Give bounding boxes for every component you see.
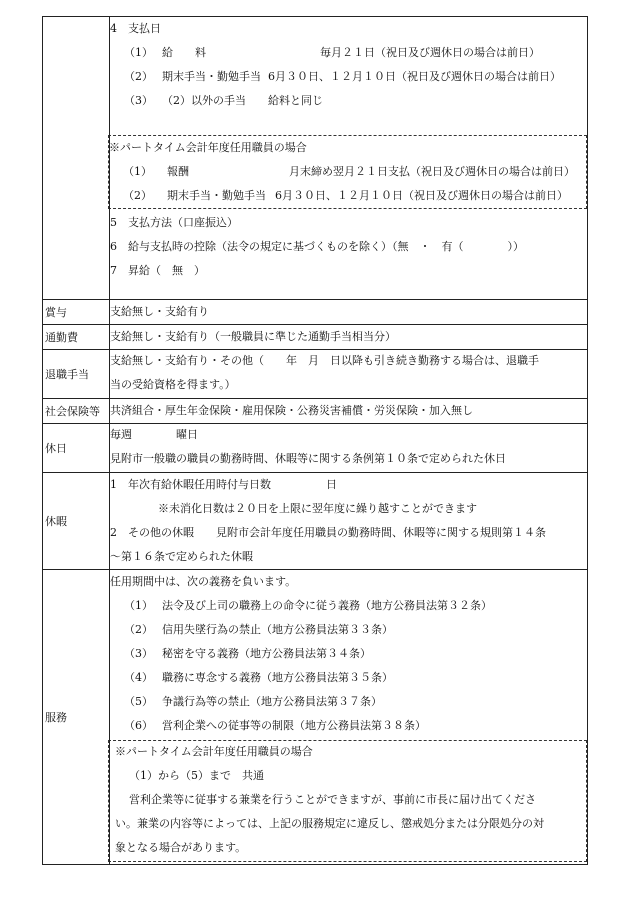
- parttime-service-box: [108, 740, 587, 862]
- payment-raise: 7 昇給（ 無 ）: [110, 264, 205, 277]
- retirement-value-2: 当の受給資格を得ます。）: [110, 378, 236, 391]
- pay-line-2: （2） 期末手当・勤勉手当 6月３０日、１２月１０日（祝日及び週休日の場合は前日）: [124, 70, 561, 83]
- service-item: （5） 争議行為等の禁止（地方公務員法第３７条）: [124, 695, 382, 708]
- insurance-value: 共済組合・厚生年金保険・雇用保険・公務災害補償・労災保険・加入無し: [110, 404, 473, 417]
- insurance-label: 社会保険等: [43, 399, 110, 424]
- leave-value-1: 1 年次有給休暇任用時付与日数 日: [110, 478, 337, 491]
- leave-value-3: 2 その他の休暇 見附市会計年度任用職員の勤務時間、休暇等に関する規則第１４条: [110, 526, 546, 539]
- payment-content: [110, 17, 588, 300]
- pay-line-3: （3） （2）以外の手当 給料と同じ: [124, 94, 323, 107]
- parttime-service-common: （1）から（5）まで 共通: [129, 769, 264, 782]
- retirement-row: [43, 350, 588, 399]
- parttime-service-para-2: い。兼業の内容等によっては、上記の服務規定に違反し、懲戒処分または分限処分の対: [115, 817, 544, 830]
- service-row: [43, 570, 588, 865]
- service-item: （3） 秘密を守る義務（地方公務員法第３４条）: [124, 647, 371, 660]
- bonus-row: [43, 300, 588, 325]
- commute-row: [43, 325, 588, 350]
- parttime-service-heading: ※パートタイム会計年度任用職員の場合: [115, 745, 313, 758]
- pt-line-2: （2） 期末手当・勤勉手当 6月３０日、１２月１０日（祝日及び週休日の場合は前日）: [123, 189, 568, 202]
- commute-value: 支給無し・支給有り（一般職員に準じた通勤手当相当分）: [110, 330, 396, 343]
- service-item: （6） 営利企業への従事等の制限（地方公務員法第３８条）: [124, 719, 426, 732]
- service-intro: 任用期間中は、次の義務を負います。: [110, 575, 297, 588]
- parttime-service-para-1: 営利企業等に従事する兼業を行うことができますが、事前に市長に届け出てくださ: [129, 793, 536, 806]
- holiday-row: [43, 424, 588, 473]
- employment-terms-table: [42, 16, 588, 865]
- service-item: （2） 信用失墜行為の禁止（地方公務員法第３３条）: [124, 623, 393, 636]
- service-label: 服務: [43, 570, 110, 865]
- retirement-label: 退職手当: [43, 350, 110, 399]
- insurance-row: [43, 399, 588, 424]
- leave-row: [43, 473, 588, 570]
- leave-value-2: ※未消化日数は２０日を上限に翌年度に繰り越すことができます: [158, 502, 477, 515]
- parttime-payment-heading: ※パートタイム会計年度任用職員の場合: [109, 141, 307, 154]
- parttime-payment-box: [108, 135, 587, 209]
- holiday-value-2: 見附市一般職の職員の勤務時間、休暇等に関する条例第１０条で定められた休日: [110, 452, 506, 465]
- payment-heading: 4 支払日: [110, 22, 161, 35]
- pt-line-1: （1） 報酬 月末締め翌月２１日支払（祝日及び週休日の場合は前日）: [123, 165, 575, 178]
- commute-label: 通勤費: [43, 325, 110, 350]
- bonus-label: 賞与: [43, 300, 110, 325]
- payment-row: [43, 17, 588, 300]
- leave-value-4: ～第１６条で定められた休暇: [110, 550, 253, 563]
- payment-deduction: 6 給与支払時の控除（法令の規定に基づくものを除く）（無 ・ 有（ ））: [110, 240, 524, 253]
- service-item: （4） 職務に専念する義務（地方公務員法第３５条）: [124, 671, 393, 684]
- retirement-value-1: 支給無し・支給有り・その他（ 年 月 日以降も引き続き勤務する場合は、退職手: [110, 354, 539, 367]
- service-item: （1） 法令及び上司の職務上の命令に従う義務（地方公務員法第３２条）: [124, 599, 492, 612]
- bonus-value: 支給無し・支給有り: [110, 305, 209, 318]
- holiday-label: 休日: [43, 424, 110, 473]
- leave-label: 休暇: [43, 473, 110, 570]
- pay-line-1: （1） 給 料 毎月２１日（祝日及び週休日の場合は前日）: [124, 46, 540, 59]
- payment-label-cell: [43, 17, 110, 300]
- payment-method: 5 支払方法（口座振込）: [110, 216, 238, 229]
- parttime-service-para-3: 象となる場合があります。: [115, 841, 247, 854]
- holiday-value-1: 毎週 曜日: [110, 428, 198, 441]
